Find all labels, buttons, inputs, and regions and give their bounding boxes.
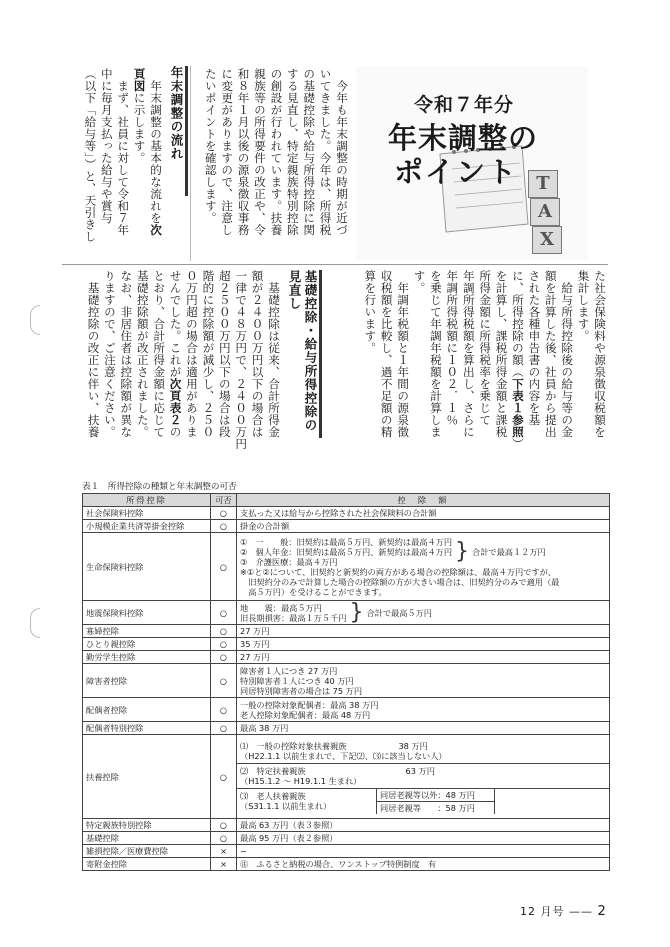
row-mark: ○ bbox=[211, 651, 237, 664]
section1-cont-text: た社会保険料や源泉徴収税額を 集計します。 給与所得控除後の給与等の金 額を計算した後、社員から提出 された各種申告書の内容を基 に、所得控除の額（ bbox=[510, 270, 607, 438]
row-name: 特定親族特別控除 bbox=[83, 819, 211, 832]
fuyo-specific-label: ⑵ 特定扶養親族 bbox=[240, 766, 306, 776]
row-name: 寄附金控除 bbox=[83, 858, 211, 871]
row-mark: ○ bbox=[211, 520, 237, 533]
row-name: 社会保険料控除 bbox=[83, 507, 211, 520]
section1-bold-next: 次 bbox=[149, 224, 163, 236]
row-name: 扶養控除 bbox=[83, 735, 211, 819]
row-mark: ○ bbox=[211, 819, 237, 832]
fuyo-elderly-not-cohabiting: 同居老親等以外：48 万円 bbox=[377, 789, 494, 802]
title-heading-line2: ポイント bbox=[394, 155, 519, 189]
fuyo-general-amount: 38 万円 bbox=[398, 741, 428, 751]
jishin-line-quake: 地 震：最高５万円 bbox=[240, 602, 322, 613]
table-row bbox=[83, 507, 610, 520]
row-mark: ○ bbox=[211, 533, 237, 601]
column-divider bbox=[190, 66, 191, 261]
row-mark: ○ bbox=[211, 832, 237, 845]
table-row bbox=[83, 722, 610, 735]
row-mark: ○ bbox=[211, 698, 237, 722]
row-detail bbox=[237, 601, 610, 625]
fuyo-specific-amount: 63 万円 bbox=[405, 766, 435, 776]
intro-paragraph: 今年も年末調整の時期が近づ いてきました。今年は、所得税 の基礎控除や給与所得控除に関 する見直し、特定親族特別控除 の創設が行われています。扶養 親族等の所得要件の改正や、令 和８年１月以後の源泉徴収事務 に変更がありますので、注意し たいポイントを確認します。 bbox=[203, 68, 349, 236]
tax-block-a: A bbox=[530, 198, 560, 226]
table-row bbox=[83, 819, 610, 832]
seimei-line-care: ③ 介護医療：最高４万円 bbox=[240, 556, 338, 567]
row-mark: ○ bbox=[211, 601, 237, 625]
row-mark: ○ bbox=[211, 722, 237, 735]
deduction-table bbox=[82, 493, 610, 871]
seimei-line-pension: ② 個人年金：旧契約は最高５万円、新契約は最高４万円 bbox=[240, 546, 453, 557]
page-number: 2 bbox=[597, 904, 607, 919]
row-mark: ○ bbox=[211, 638, 237, 651]
section2-text: 基礎控除は従来、合計所得金 額が２４００万円以下の場合は 一律で４８万円で、２４００万円 超２５００万円以下の場合は段 階的に控除額が減少し、２５０ ０万円超の場合は適用がありま せんでした。これが bbox=[168, 270, 281, 450]
row-name: 地震保険料控除 bbox=[83, 601, 211, 625]
fuyo-general-label: ⑴ 一般の控除対象扶養親族 bbox=[240, 741, 347, 751]
binder-hole-mark bbox=[30, 608, 40, 638]
brace-symbol: } bbox=[349, 599, 364, 625]
binder-hole-mark bbox=[30, 305, 40, 335]
section2-bold-table2: 次頁表２ bbox=[168, 378, 183, 426]
fuyo-specific-note: （H15.1.2 〜 H19.1.1 生まれ） bbox=[240, 776, 362, 786]
table-row bbox=[83, 845, 610, 858]
section1-continued-paragraph bbox=[342, 270, 608, 466]
table-row bbox=[83, 638, 610, 651]
table-row bbox=[83, 601, 610, 625]
section1-text-a: 年末調整の基本的な流れを bbox=[149, 68, 163, 224]
row-name: 寡婦控除 bbox=[83, 625, 211, 638]
seimei-note: ※①と②について、旧契約と新契約の両方がある場合の控除額は、最高４万円ですが、 旧契約分のみで計算した場合の控除額の方が大きい場合は、旧契約分のみで適用（最 高５万円）を受けることができます。 bbox=[240, 566, 560, 597]
header-deduction: 所得控除 bbox=[83, 494, 211, 507]
section1-cont-text2: ） を計算し、課税所得金額と課税 所得金額に所得税率を乗じて 年調所得税額を算出し、さらに 年調所得税額に１０２．１％ を乗じて年調年税額を計算しま す。 年調年税額と１年間の源泉徴 収税額を比較し、過不足額の精 算を行います。 bbox=[363, 270, 525, 450]
row-detail: ㊟ ふるさと納税の場合、ワンストップ特例制度 有 bbox=[237, 858, 610, 871]
row-detail bbox=[237, 533, 610, 601]
row-detail: 支払った又は給与から控除された社会保険料の合計額 bbox=[237, 507, 610, 520]
row-name: 障害者控除 bbox=[83, 664, 211, 698]
section1-paragraph bbox=[64, 68, 164, 260]
row-detail bbox=[237, 735, 610, 819]
section-heading-kiso-kyuyo: 基礎控除・給与所得控除の 見直し bbox=[286, 270, 322, 438]
row-detail: 27 万円 bbox=[237, 651, 610, 664]
row-detail: 35 万円 bbox=[237, 638, 610, 651]
row-mark: ○ bbox=[211, 735, 237, 819]
row-detail: 27 万円 bbox=[237, 625, 610, 638]
tax-block-t: T bbox=[528, 170, 558, 198]
table-row bbox=[83, 520, 610, 533]
fuyo-elderly-note: （S31.1.1 以前生まれ） bbox=[240, 801, 332, 811]
section2-text2: の とおり、合計所得金額に応じて 基礎控除額が改正されました。 なお、非居住者は控除額が異な りますので、ご注意ください。 基礎控除の改正に伴い、扶養 bbox=[86, 270, 183, 438]
row-detail: 最高 38 万円 bbox=[237, 722, 610, 735]
row-name: 勤労学生控除 bbox=[83, 651, 211, 664]
section2-paragraph bbox=[64, 270, 282, 466]
page-footer bbox=[520, 903, 607, 919]
row-name: 配偶者控除 bbox=[83, 698, 211, 722]
tax-block-x: X bbox=[532, 226, 562, 254]
row-mark: × bbox=[211, 845, 237, 858]
row-name: 生命保険料控除 bbox=[83, 533, 211, 601]
section-heading-nenmatsu-flow: 年末調整の流れ bbox=[168, 66, 188, 196]
section1-bold-figure: 頁図 bbox=[132, 68, 147, 92]
table-row bbox=[83, 625, 610, 638]
section-divider bbox=[62, 264, 608, 265]
title-heading-line1: 年末調整の bbox=[388, 121, 539, 155]
footer-dash: —— bbox=[569, 905, 593, 918]
header-amount: 控 除 額 bbox=[237, 494, 610, 507]
table-row bbox=[83, 832, 610, 845]
row-mark: ○ bbox=[211, 625, 237, 638]
jishin-sum: 合計で最高５万円 bbox=[366, 607, 432, 618]
table-row bbox=[83, 698, 610, 722]
row-name: 小規模企業共済等掛金控除 bbox=[83, 520, 211, 533]
table-row bbox=[83, 651, 610, 664]
row-detail: 一般の控除対象配偶者：最高 38 万円 老人控除対象配偶者：最高 48 万円 bbox=[237, 698, 610, 722]
row-detail: − bbox=[237, 845, 610, 858]
section1-cont-bold-table: 下表１参照 bbox=[510, 378, 525, 438]
row-detail: 障害者１人につき 27 万円 特別障害者１人につき 40 万円 同居特別障害者の場合は 75 万円 bbox=[237, 664, 610, 698]
title-subheading: 令和７年分 bbox=[414, 94, 515, 116]
row-detail: 最高 63 万円（表３参照） bbox=[237, 819, 610, 832]
section1-text-d: に示します。 まず、社員に対して令和７年 中に毎月支払った給与や賞与 （以下「給与等」）と、天引きし bbox=[83, 68, 147, 243]
table-row bbox=[83, 533, 610, 601]
row-name: 雑損控除／医療費控除 bbox=[83, 845, 211, 858]
row-mark: ○ bbox=[211, 507, 237, 520]
row-name: ひとり親控除 bbox=[83, 638, 211, 651]
table-row bbox=[83, 858, 610, 871]
fuyo-elderly-label: ⑶ 老人扶養親族 bbox=[240, 791, 306, 801]
row-name: 基礎控除 bbox=[83, 832, 211, 845]
table-row bbox=[83, 664, 610, 698]
header-availability: 可否 bbox=[211, 494, 237, 507]
row-mark: × bbox=[211, 858, 237, 871]
table-row bbox=[83, 735, 610, 819]
table-header-row bbox=[83, 494, 610, 507]
seimei-sum: 合計で最高１２万円 bbox=[472, 546, 546, 557]
seimei-line-general: ① 一 般：旧契約は最高５万円、新契約は最高４万円 bbox=[240, 536, 453, 547]
row-mark: ○ bbox=[211, 664, 237, 698]
fuyo-elderly-cohabiting: 同居老親等 ：58 万円 bbox=[380, 803, 475, 813]
footer-issue: 12 月号 bbox=[520, 905, 565, 918]
jishin-line-longterm: 旧長期損害：最高１万５千円 bbox=[240, 612, 347, 623]
row-detail: 最高 95 万円（表２参照） bbox=[237, 832, 610, 845]
brace-symbol: } bbox=[455, 538, 470, 564]
row-name: 配偶者特別控除 bbox=[83, 722, 211, 735]
row-detail: 掛金の合計額 bbox=[237, 520, 610, 533]
table-caption: 表１ 所得控除の種類と年末調整の可否 bbox=[82, 482, 237, 492]
fuyo-general-note: （H22.1.1 以前生まれで、下記⑵、⑶に該当しない人） bbox=[240, 751, 447, 761]
